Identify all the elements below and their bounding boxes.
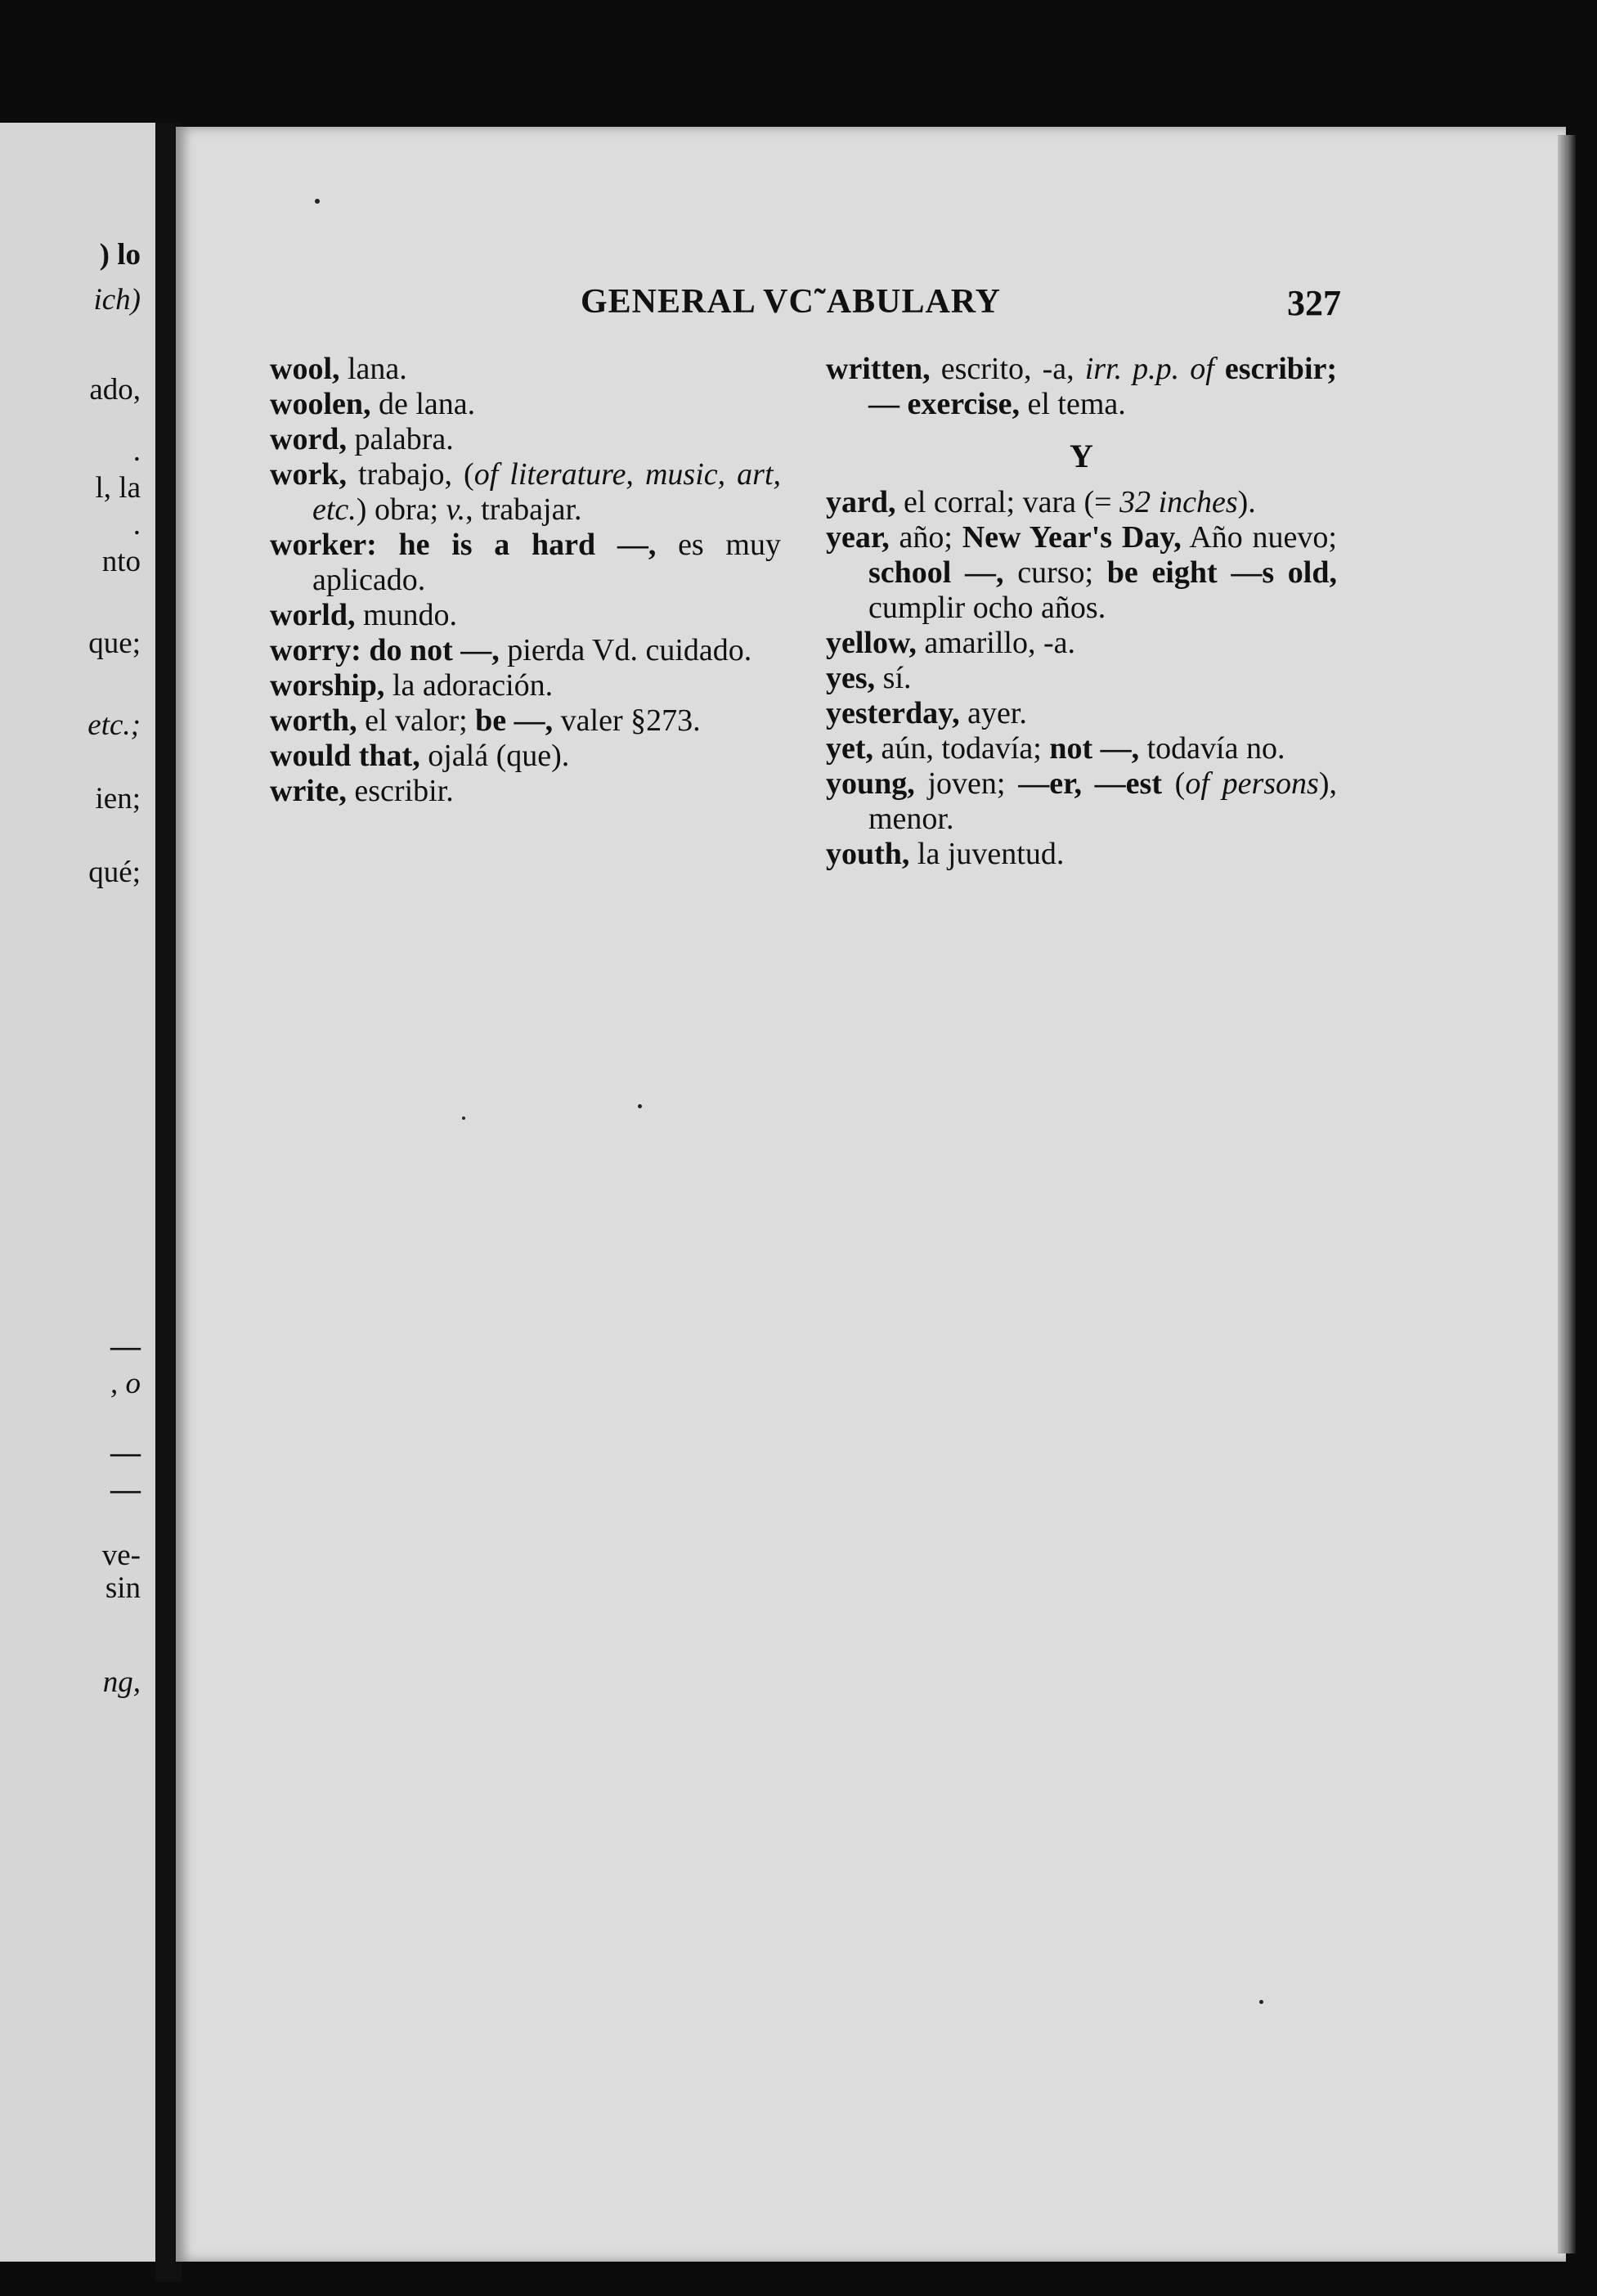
previous-page-text-fragment: ich) (93, 283, 141, 317)
headword: yellow, (826, 626, 917, 660)
right-column (826, 352, 1337, 872)
definition-text: el valor; (357, 703, 476, 738)
vocab-entry (826, 352, 1337, 422)
vocab-entry (826, 731, 1337, 766)
definition-text: valer §273. (553, 703, 701, 738)
vocab-entry (826, 766, 1337, 837)
definition-text: lana. (339, 352, 407, 386)
headword: young, (826, 766, 915, 801)
previous-page-text-fragment: ) lo (99, 238, 141, 272)
right-column-top-entries (826, 352, 1337, 422)
vocab-entry (826, 837, 1337, 872)
headword: be eight —s old, (1106, 555, 1337, 590)
definition-text: ayer. (959, 696, 1027, 730)
vocab-entry (826, 520, 1337, 626)
italic-note: of persons (1185, 766, 1319, 801)
headword: escribir; — exercise, (868, 352, 1338, 421)
italic-note: v. (446, 492, 466, 527)
definition-text (1214, 352, 1225, 386)
vocab-entry (270, 598, 781, 633)
definition-text: la adoración. (384, 668, 554, 703)
previous-page-text-fragment: , o (110, 1367, 141, 1400)
definition-text: todavía no. (1139, 731, 1285, 766)
headword: not —, (1049, 731, 1140, 766)
previous-page-text-fragment: qué; (88, 856, 141, 889)
paper-speck (462, 1117, 465, 1120)
italic-note: irr. p.p. of (1084, 352, 1214, 386)
definition-text: amarillo, -a. (916, 626, 1075, 660)
headword: work, (270, 457, 347, 492)
previous-page-text-fragment: l, la (95, 471, 141, 505)
definition-text: sí. (875, 661, 912, 695)
running-head: GENERAL VC˜ABULARY (581, 283, 1001, 321)
definition-text: Año nuevo; (1181, 520, 1337, 555)
previous-page-text-fragment: ng, (102, 1665, 141, 1699)
headword: worship, (270, 668, 385, 703)
previous-page-text-fragment: ien; (95, 782, 141, 816)
headword: school —, (868, 555, 1004, 590)
previous-page-text-fragment: ado, (89, 373, 141, 407)
previous-page-text-fragment: sin (105, 1571, 141, 1605)
vocab-entry (270, 703, 781, 739)
headword: wool, (270, 352, 340, 386)
previous-page-text-fragment: — (110, 1436, 141, 1470)
headword: yard, (826, 485, 896, 519)
vocab-entry (270, 422, 781, 457)
vocab-entry (826, 696, 1337, 731)
definition-text: de lana. (370, 387, 476, 421)
definition-text: es muy aplicado. (312, 528, 781, 597)
previous-page-text-fragment: ve- (101, 1539, 141, 1572)
headword: word, (270, 422, 347, 456)
previous-page-text-fragment: que; (88, 627, 141, 660)
previous-page-text-fragment: — (110, 1473, 141, 1507)
definition-text: joven; (914, 766, 1019, 801)
vocab-entry (270, 528, 781, 598)
headword: written, (826, 352, 931, 386)
vocab-entry (270, 668, 781, 703)
definition-text: el tema. (1020, 387, 1126, 421)
paper-speck (638, 1104, 642, 1108)
headword: would that, (270, 739, 420, 773)
headword: yes, (826, 661, 876, 695)
headword: —er, —est (1018, 766, 1162, 801)
headword: year, (826, 520, 890, 555)
definition-text: ) obra; (356, 492, 446, 527)
italic-note: of literature, music, art, etc. (312, 457, 782, 527)
definition-text: ). (1237, 485, 1256, 519)
previous-page-text-fragment: nto (101, 545, 141, 578)
page-number: 327 (1287, 283, 1341, 323)
vocab-entry (270, 352, 781, 387)
vocab-entry (826, 626, 1337, 661)
previous-page-text-fragment: . (132, 508, 141, 541)
headword: worth, (270, 703, 357, 738)
headword: woolen, (270, 387, 371, 421)
definition-text: ), menor. (868, 766, 1338, 836)
definition-text: , trabajar. (465, 492, 582, 527)
vocab-entry (270, 387, 781, 422)
vocab-entry (826, 661, 1337, 696)
headword: world, (270, 598, 356, 632)
page-edge-shadow (1558, 135, 1576, 2253)
definition-text: el corral; vara (= (895, 485, 1120, 519)
previous-page-text-fragment: — (110, 1330, 141, 1364)
definition-text: año; (889, 520, 962, 555)
headword: write, (270, 774, 347, 808)
right-column-y-entries (826, 485, 1337, 872)
definition-text: curso; (1003, 555, 1107, 590)
vocab-entry (270, 774, 781, 809)
section-letter: Y (1070, 438, 1093, 474)
left-column (270, 352, 781, 809)
italic-note: 32 inches (1119, 485, 1238, 519)
definition-text: ( (1161, 766, 1186, 801)
headword: yesterday, (826, 696, 960, 730)
previous-page-edge (0, 123, 155, 2262)
definition-text: aún, todavía; (873, 731, 1050, 766)
vocab-entry (270, 739, 781, 774)
headword: worry: do not —, (270, 633, 500, 667)
previous-page-text-fragment: . (132, 434, 141, 468)
headword: youth, (826, 837, 910, 871)
page-header (581, 282, 1341, 331)
paper-speck (1259, 2000, 1263, 2004)
definition-text: escribir. (346, 774, 454, 808)
definition-text: la juventud. (909, 837, 1065, 871)
definition-text: pierda Vd. cuidado. (499, 633, 752, 667)
definition-text: escrito, -a, (930, 352, 1085, 386)
headword: yet, (826, 731, 874, 766)
headword: New Year's Day, (962, 520, 1182, 555)
definition-text: mundo. (355, 598, 458, 632)
vocab-entry (270, 633, 781, 668)
definition-text: cumplir ocho años. (868, 591, 1106, 625)
definition-text: trabajo, ( (346, 457, 474, 492)
headword: worker: he is a hard —, (270, 528, 657, 562)
definition-text: ojalá (que). (419, 739, 570, 773)
definition-text: palabra. (346, 422, 454, 456)
previous-page-text-fragment: etc.; (87, 708, 141, 742)
paper-speck (315, 199, 320, 204)
headword: be —, (475, 703, 554, 738)
vocab-entry (826, 485, 1337, 520)
vocab-entry (270, 457, 781, 528)
